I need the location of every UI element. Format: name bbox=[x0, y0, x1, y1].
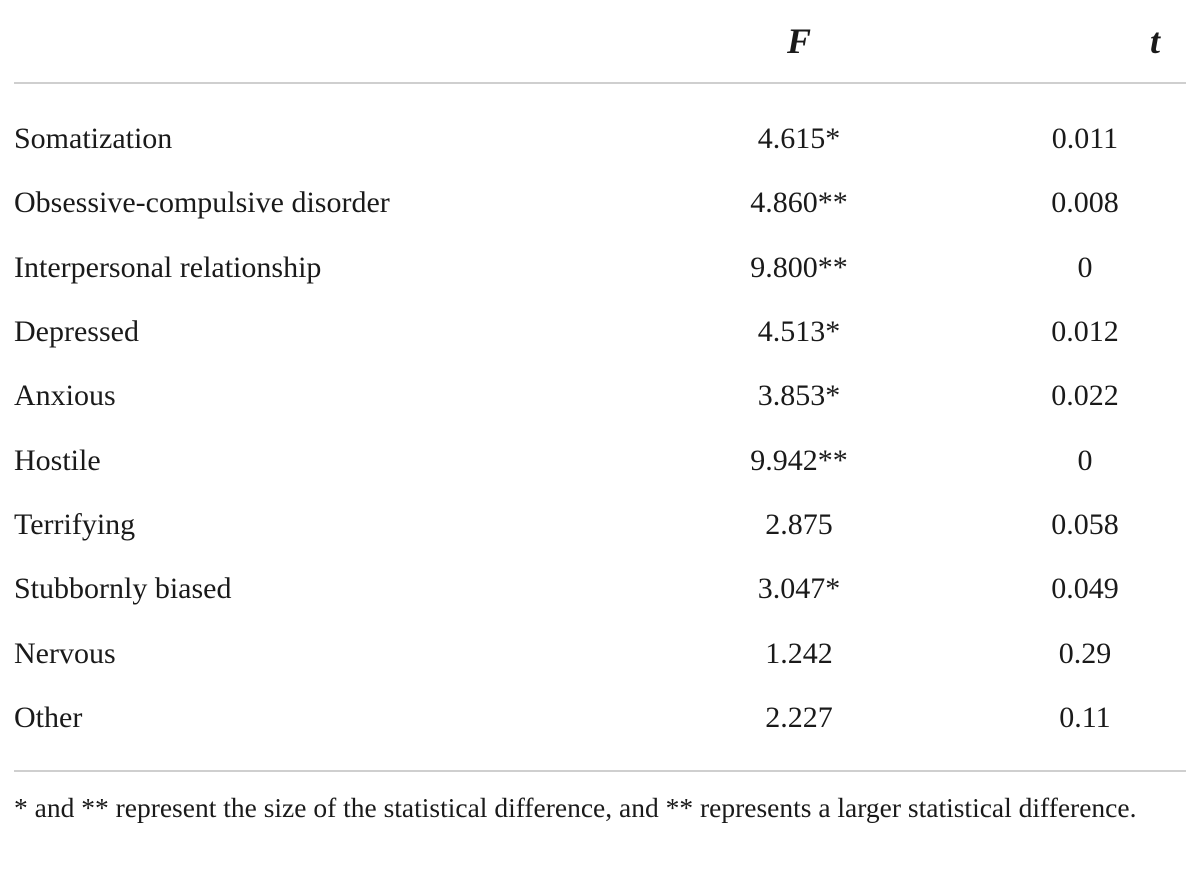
table-row bbox=[14, 300, 1186, 364]
row-f-value: 4.860** bbox=[750, 186, 848, 220]
row-f-value: 4.513* bbox=[757, 315, 841, 349]
header-t: t bbox=[984, 0, 1186, 83]
header-label bbox=[14, 0, 614, 83]
bottom-rule bbox=[14, 750, 1186, 771]
row-f-value: 2.875 bbox=[765, 507, 833, 541]
table-footnote: * and ** represent the size of the statistical difference, and ** represents a larger statistical difference. bbox=[14, 792, 1137, 823]
table-row bbox=[14, 107, 1186, 171]
table-row bbox=[14, 557, 1186, 621]
table-header bbox=[14, 0, 1186, 83]
row-label: Interpersonal relationship bbox=[14, 250, 322, 284]
row-t-value: 0.049 bbox=[1051, 572, 1119, 606]
row-label: Somatization bbox=[14, 122, 173, 156]
row-label: Hostile bbox=[14, 443, 101, 477]
row-t-value: 0.11 bbox=[1059, 700, 1111, 734]
row-f-value: 1.242 bbox=[765, 636, 833, 670]
row-t-value: 0.058 bbox=[1051, 507, 1119, 541]
table-row bbox=[14, 364, 1186, 428]
top-spacer bbox=[14, 83, 1186, 107]
row-t-value: 0.29 bbox=[1058, 636, 1112, 670]
row-f-value: 3.853* bbox=[757, 379, 841, 413]
table-body bbox=[14, 83, 1186, 771]
row-label: Depressed bbox=[14, 315, 139, 349]
statistics-table bbox=[14, 0, 1186, 772]
row-label: Other bbox=[14, 700, 83, 734]
row-f-value: 2.227 bbox=[765, 700, 833, 734]
row-label: Anxious bbox=[14, 379, 116, 413]
row-t-value: 0 bbox=[1077, 250, 1093, 284]
row-t-value: 0.012 bbox=[1051, 315, 1119, 349]
row-f-value: 4.615* bbox=[757, 122, 841, 156]
table-row bbox=[14, 236, 1186, 300]
row-t-value: 0.008 bbox=[1051, 186, 1119, 220]
table-row bbox=[14, 686, 1186, 750]
row-f-value: 3.047* bbox=[757, 572, 841, 606]
row-label: Terrifying bbox=[14, 507, 136, 541]
header-row bbox=[14, 0, 1186, 83]
table-row bbox=[14, 621, 1186, 685]
table-row bbox=[14, 171, 1186, 235]
row-t-value: 0 bbox=[1077, 443, 1093, 477]
row-f-value: 9.800** bbox=[750, 250, 848, 284]
row-t-value: 0.011 bbox=[1051, 122, 1119, 156]
row-t-value: 0.022 bbox=[1051, 379, 1119, 413]
row-f-value: 9.942** bbox=[750, 443, 848, 477]
row-label: Obsessive-compulsive disorder bbox=[14, 186, 390, 220]
header-f: F bbox=[614, 0, 984, 83]
table-row bbox=[14, 428, 1186, 492]
row-label: Stubbornly biased bbox=[14, 572, 232, 606]
table-row bbox=[14, 493, 1186, 557]
row-label: Nervous bbox=[14, 636, 116, 670]
